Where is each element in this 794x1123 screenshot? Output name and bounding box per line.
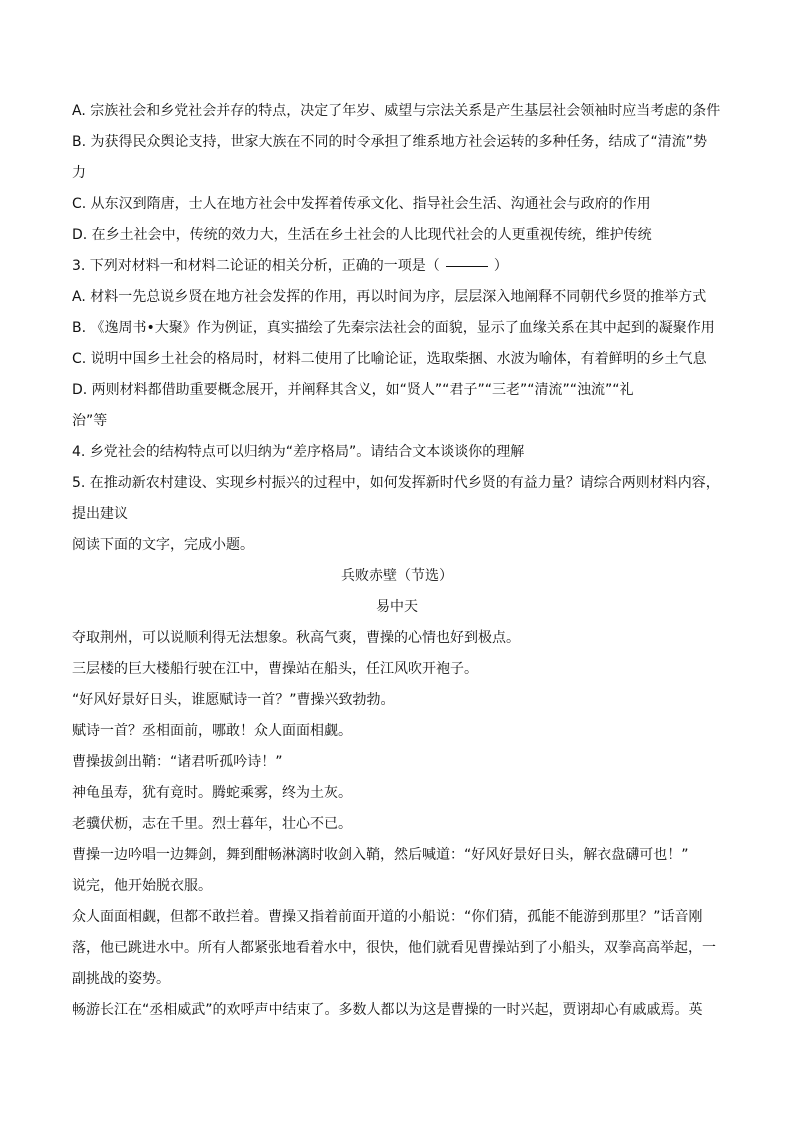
article-paragraph: 赋诗一首？丞相面前，哪敢！众人面面相觑。 bbox=[72, 723, 352, 739]
option-q3-a: A. 材料一先总说乡贤在地方社会发挥的作用，再以时间为序，层层深入地阐释不同朝代乡贤的推举方式 bbox=[72, 289, 707, 305]
document-page bbox=[72, 96, 722, 1026]
article-author: 易中天 bbox=[376, 599, 418, 615]
article-paragraph: 众人面面相觑，但都不敢拦着。曹操又指着前面开道的小船说：“你们猜，孤能不能游到那里？”话音刚 bbox=[72, 909, 703, 925]
article-paragraph: 说完，他开始脱衣服。 bbox=[72, 878, 212, 894]
article-paragraph: 畅游长江在“丞相威武”的欢呼声中结束了。多数人都以为这是曹操的一时兴起，贾诩却心有戚戚焉。英 bbox=[72, 1002, 703, 1018]
option-q3-c: C. 说明中国乡土社会的格局时，材料二使用了比喻论证，选取柴捆、水波为喻体，有着鲜明的乡土气息 bbox=[72, 351, 707, 367]
option-q2-c: C. 从东汉到隋唐，士人在地方社会中发挥着传承文化、指导社会生活、沟通社会与政府的作用 bbox=[72, 196, 651, 212]
article-poem-line: 神龟虽寿，犹有竟时。腾蛇乘雾，终为土灰。 bbox=[72, 785, 352, 801]
article-title: 兵败赤壁（节选） bbox=[341, 568, 453, 584]
article-paragraph: “好风好景好日头，谁愿赋诗一首？”曹操兴致勃勃。 bbox=[72, 692, 395, 708]
option-q3-d-line2: 治”等 bbox=[72, 413, 108, 429]
question-5-line2: 提出建议 bbox=[72, 506, 128, 522]
question-3-stem-close: ） bbox=[493, 258, 508, 274]
article-paragraph: 曹操拔剑出鞘：“诸君听孤吟诗！” bbox=[72, 754, 283, 770]
question-3-stem-text: 3. 下列对材料一和材料二论证的相关分析，正确的一项是（ bbox=[72, 258, 440, 274]
question-5-line1: 5. 在推动新农村建设、实现乡村振兴的过程中，如何发挥新时代乡贤的有益力量？请综合两则材料内容， bbox=[72, 475, 720, 491]
article-poem-line: 老骥伏枥，志在千里。烈士暮年，壮心不已。 bbox=[72, 816, 352, 832]
article-paragraph: 曹操一边吟唱一边舞剑，舞到酣畅淋漓时收剑入鞘，然后喊道：“好风好景好日头，解衣盘礴可也！” bbox=[72, 847, 689, 863]
option-q2-d: D. 在乡土社会中，传统的效力大，生活在乡土社会的人比现代社会的人更重视传统，维护传统 bbox=[72, 227, 652, 243]
article-paragraph: 三层楼的巨大楼船行驶在江中，曹操站在船头，任江风吹开袍子。 bbox=[72, 661, 478, 677]
article-paragraph: 副挑战的姿势。 bbox=[72, 971, 170, 987]
option-q3-b: B. 《逸周书•大聚》作为例证，真实描绘了先秦宗法社会的面貌，显示了血缘关系在其中起到的凝聚作用 bbox=[72, 320, 715, 336]
reading-instruction: 阅读下面的文字，完成小题。 bbox=[72, 537, 254, 553]
article-paragraph: 落，他已跳进水中。所有人都紧张地看着水中，很快，他们就看见曹操站到了小船头，双拳高高举起，一 bbox=[72, 940, 716, 956]
option-q2-b-line2: 力 bbox=[72, 165, 86, 181]
question-3-stem bbox=[72, 251, 722, 282]
article-paragraph: 夺取荆州，可以说顺利得无法想象。秋高气爽，曹操的心情也好到极点。 bbox=[72, 630, 520, 646]
option-q2-a: A. 宗族社会和乡党社会并存的特点，决定了年岁、威望与宗法关系是产生基层社会领袖时应当考虑的条件 bbox=[72, 103, 721, 119]
option-q3-d-line1: D. 两则材料都借助重要概念展开，并阐释其含义，如“贤人”“君子”“三老”“清流”“浊流”“礼 bbox=[72, 382, 634, 398]
answer-blank bbox=[446, 265, 488, 267]
question-4: 4. 乡党社会的结构特点可以归纳为“差序格局”。请结合文本谈谈你的理解 bbox=[72, 444, 525, 460]
option-q2-b-line1: B. 为获得民众舆论支持，世家大族在不同的时令承担了维系地方社会运转的多种任务，结成了“清流”势 bbox=[72, 134, 708, 150]
